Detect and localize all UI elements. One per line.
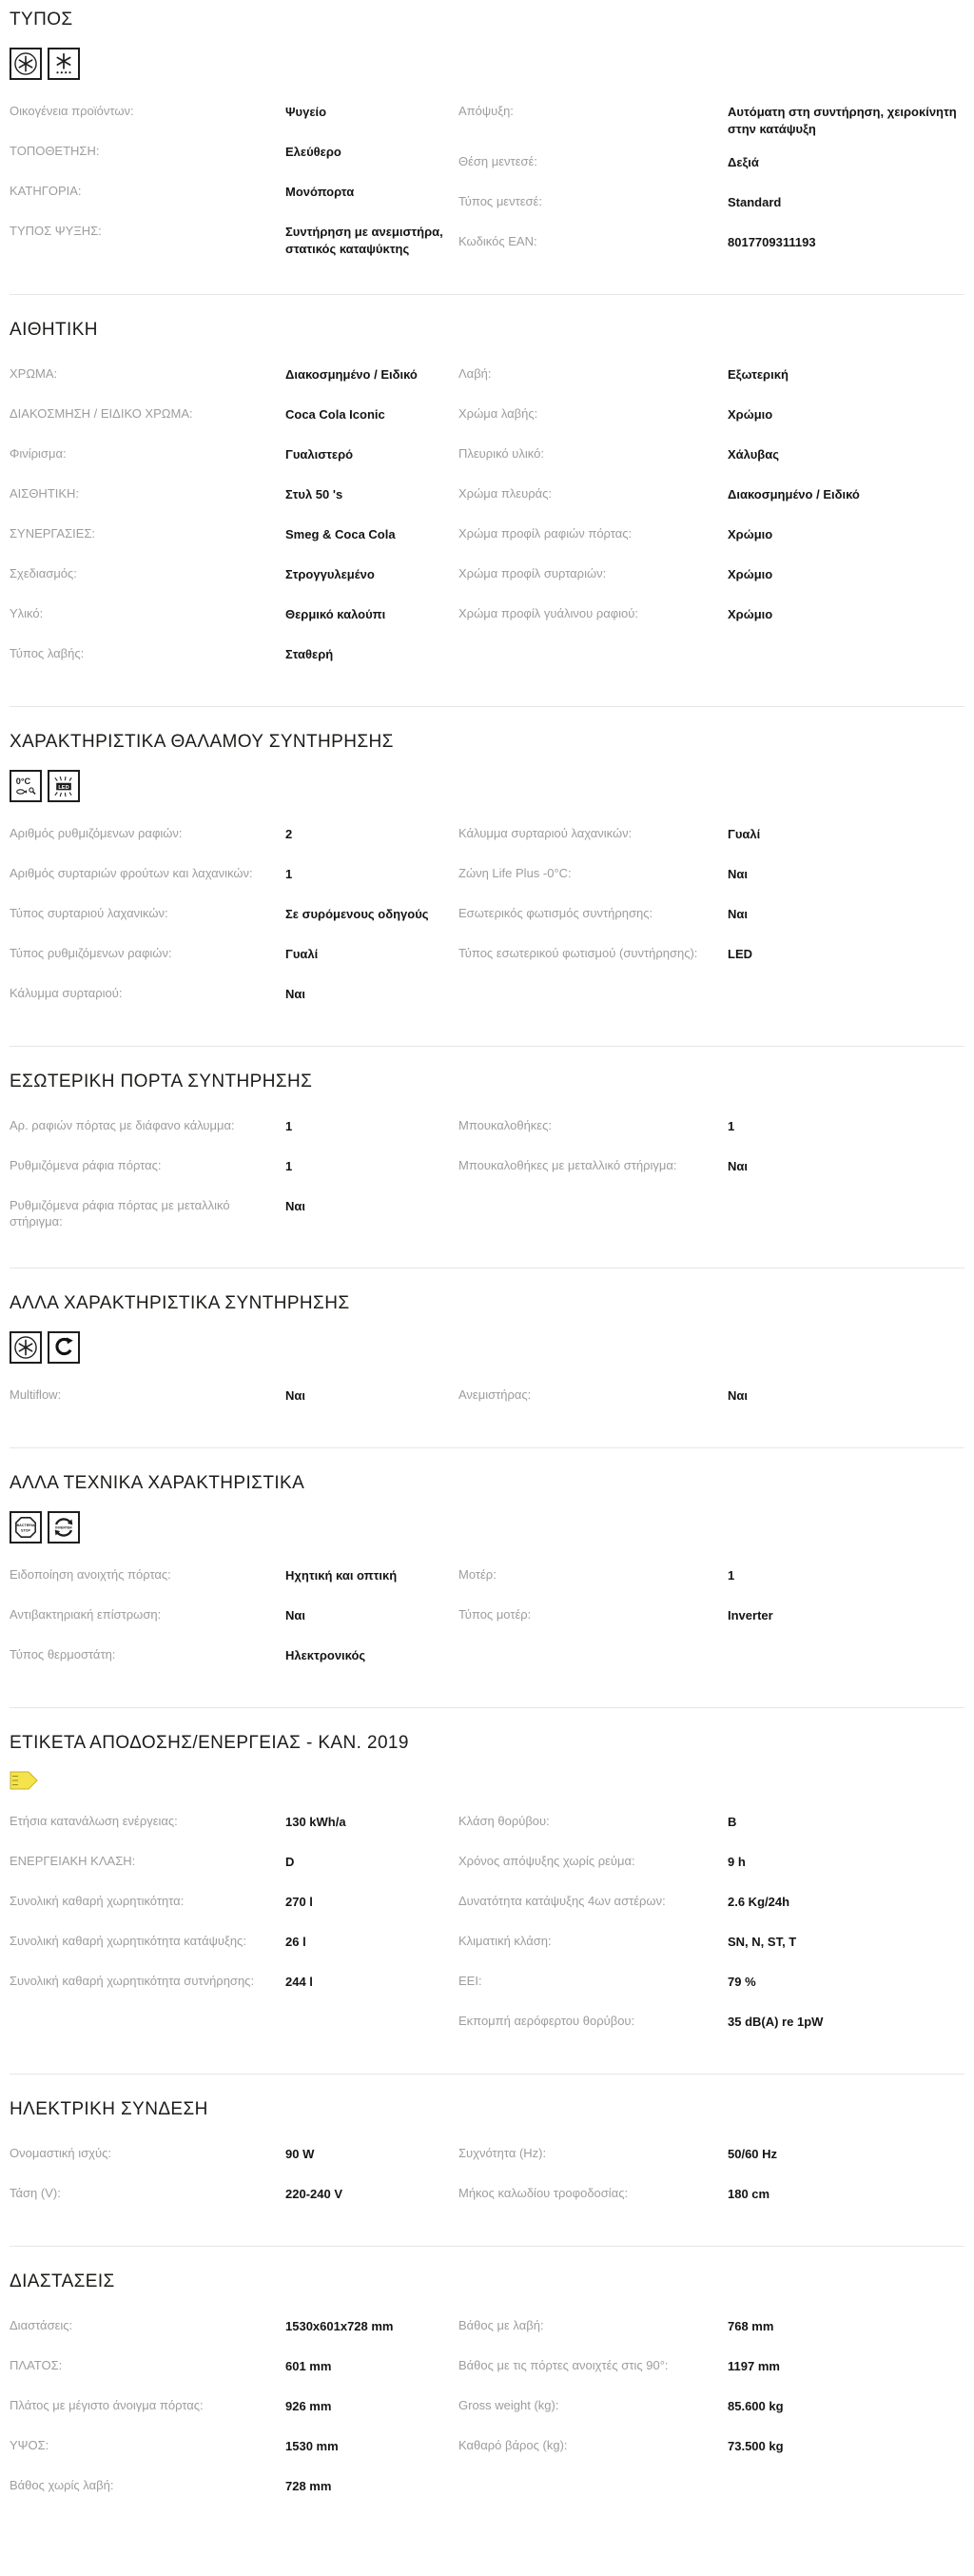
section-title: ΕΤΙΚΕΤΑ ΑΠΟΔΟΣΗΣ/ΕΝΕΡΓΕΙΑΣ - ΚΑΝ. 2019 xyxy=(10,1732,409,1753)
spec-row xyxy=(10,558,449,598)
spec-value: 728 mm xyxy=(285,2478,332,2493)
spec-row xyxy=(458,857,964,897)
section-columns xyxy=(10,1805,964,2045)
spec-label: Απόψυξη: xyxy=(458,104,514,118)
spec-row xyxy=(10,1639,449,1679)
spec-row xyxy=(458,226,964,265)
spec-section xyxy=(10,1447,964,1707)
spec-row xyxy=(458,1599,964,1639)
spec-label: EEI: xyxy=(458,1973,482,1988)
led-light-icon xyxy=(48,770,80,802)
spec-row xyxy=(10,438,449,478)
spec-value: Ναι xyxy=(728,1387,748,1403)
spec-label: Τύπος μεντεσέ: xyxy=(458,194,542,209)
spec-label: ΣΥΝΕΡΓΑΣΙΕΣ: xyxy=(10,526,96,541)
spec-label: Κωδικός EAN: xyxy=(458,234,537,249)
spec-row xyxy=(458,2005,964,2045)
spec-row xyxy=(458,1965,964,2005)
spec-value: 1 xyxy=(285,1159,293,1174)
spec-row xyxy=(10,598,449,638)
spec-row xyxy=(10,478,449,518)
spec-value: SN, N, ST, T xyxy=(728,1934,797,1949)
spec-label: Μπουκαλοθήκες με μεταλλικό στήριγμα: xyxy=(458,1158,677,1173)
spec-value: Θερμικό καλούπι xyxy=(285,607,386,622)
spec-value: Ηλεκτρονικός xyxy=(285,1647,366,1662)
spec-value: 2.6 Kg/24h xyxy=(728,1894,790,1909)
spec-row xyxy=(458,146,964,186)
spec-value: 73.500 kg xyxy=(728,2438,784,2453)
spec-row xyxy=(10,215,449,265)
spec-row xyxy=(458,358,964,398)
spec-value: 1197 mm xyxy=(728,2358,780,2373)
spec-value: Ελεύθερο xyxy=(285,145,341,159)
spec-value: Ναι xyxy=(728,867,748,882)
spec-value: 1 xyxy=(285,1119,293,1134)
spec-label: Ονομαστική ισχύς: xyxy=(10,2145,111,2160)
spec-value: Standard xyxy=(728,195,782,210)
section-title: ΑΛΛΑ ΧΑΡΑΚΤΗΡΙΣΤΙΚΑ ΣΥΝΤΗΡΗΣΗΣ xyxy=(10,1292,350,1313)
spec-label: Σχεδιασμός: xyxy=(10,566,77,581)
spec-value: Στρογγυλεμένο xyxy=(285,567,375,582)
spec-label: Αριθμός ρυθμιζόμενων ραφιών: xyxy=(10,826,183,841)
spec-row xyxy=(10,638,449,678)
spec-row xyxy=(10,2350,449,2389)
spec-label: Οικογένεια προϊόντων: xyxy=(10,104,134,118)
spec-row xyxy=(10,518,449,558)
spec-value: Ψυγείο xyxy=(285,105,327,119)
spec-row xyxy=(458,518,964,558)
spec-label: ΤΟΠΟΘΕΤΗΣΗ: xyxy=(10,144,100,158)
spec-value: Γυαλιστερό xyxy=(285,447,354,462)
spec-value: Inverter xyxy=(728,1607,773,1622)
fan-cooled-snowflake-icon xyxy=(10,48,42,80)
spec-row xyxy=(10,1599,449,1639)
spec-label: Ρυθμιζόμενα ράφια πόρτας με μεταλλικό στήριγμα: xyxy=(10,1198,230,1229)
spec-value: 79 % xyxy=(728,1974,756,1989)
spec-label: Μπουκαλοθήκες: xyxy=(458,1118,552,1133)
section-icon-row xyxy=(10,1331,964,1364)
svg-text:BACTERIA: BACTERIA xyxy=(16,1524,35,1528)
spec-row xyxy=(458,2310,964,2350)
spec-label: Τύπος ρυθμιζόμενων ραφιών: xyxy=(10,946,172,961)
spec-section xyxy=(10,706,964,1046)
spec-label: Υλικό: xyxy=(10,606,44,621)
spec-section xyxy=(10,2246,964,2538)
spec-label: Τάση (V): xyxy=(10,2185,61,2200)
spec-label: Εκπομπή αερόφερτου θορύβου: xyxy=(458,2013,635,2028)
spec-value: Διακοσμημένο / Ειδικό xyxy=(728,487,860,502)
spec-label: Πλάτος με μέγιστο άνοιγμα πόρτας: xyxy=(10,2397,204,2412)
spec-row xyxy=(458,558,964,598)
section-title: ΑΛΛΑ ΤΕΧΝΙΚΑ ΧΑΡΑΚΤΗΡΙΣΤΙΚΑ xyxy=(10,1472,305,1493)
section-columns xyxy=(10,2310,964,2509)
spec-row xyxy=(10,1559,449,1599)
spec-row xyxy=(458,1110,964,1150)
spec-row xyxy=(458,2350,964,2389)
spec-row xyxy=(10,175,449,215)
spec-value: Σε συρόμενους οδηγούς xyxy=(285,907,429,922)
spec-label: Αντιβακτηριακή επίστρωση: xyxy=(10,1606,162,1622)
spec-row xyxy=(10,2177,449,2217)
spec-row xyxy=(10,817,449,857)
spec-section xyxy=(10,2074,964,2246)
spec-column-right xyxy=(449,1379,964,1419)
spec-value: 9 h xyxy=(728,1854,746,1869)
spec-column-left xyxy=(10,358,449,678)
spec-column-right xyxy=(449,2137,964,2217)
spec-label: Χρώμα προφίλ συρταριών: xyxy=(458,566,607,581)
spec-label: ΚΑΤΗΓΟΡΙΑ: xyxy=(10,184,82,198)
spec-value: 220-240 V xyxy=(285,2186,342,2201)
spec-label: Ανεμιστήρας: xyxy=(458,1386,532,1402)
spec-value: 35 dB(A) re 1pW xyxy=(728,2014,824,2029)
spec-row xyxy=(458,2177,964,2217)
spec-row xyxy=(10,2310,449,2350)
spec-column-right xyxy=(449,1559,964,1639)
spec-value: 2 xyxy=(285,827,293,842)
spec-label: Τύπος εσωτερικού φωτισμού (συντήρησης): xyxy=(458,946,698,961)
spec-value: 85.600 kg xyxy=(728,2398,784,2413)
section-columns xyxy=(10,358,964,678)
spec-row xyxy=(458,438,964,478)
spec-row xyxy=(10,1110,449,1150)
spec-label: Συνολική καθαρή χωρητικότητα συτνήρησης: xyxy=(10,1973,255,1988)
spec-label: Θέση μεντεσέ: xyxy=(458,154,537,169)
spec-row xyxy=(10,398,449,438)
spec-row xyxy=(10,1925,449,1965)
spec-label: Μήκος καλωδίου τροφοδοσίας: xyxy=(458,2185,629,2200)
fan-cycle-arrow-icon xyxy=(48,1331,80,1364)
spec-row xyxy=(458,1845,964,1885)
spec-value: Smeg & Coca Cola xyxy=(285,527,396,542)
spec-section xyxy=(10,8,964,294)
spec-row xyxy=(458,2429,964,2469)
spec-label: Κάλυμμα συρταριού λαχανικών: xyxy=(458,826,633,841)
spec-row xyxy=(10,135,449,175)
spec-column-right xyxy=(449,95,964,265)
section-columns xyxy=(10,817,964,1017)
spec-row xyxy=(458,897,964,937)
spec-row xyxy=(458,1925,964,1965)
spec-label: Χρώμα λαβής: xyxy=(458,406,538,422)
svg-text:INVERTER: INVERTER xyxy=(55,1525,72,1530)
spec-value: Συντήρηση με ανεμιστήρα, στατικός καταψύκτης xyxy=(285,225,443,256)
spec-row xyxy=(458,186,964,226)
spec-label: Χρώμα πλευράς: xyxy=(458,486,552,501)
spec-row xyxy=(458,1379,964,1419)
section-title: ΕΣΩΤΕΡΙΚΗ ΠΟΡΤΑ ΣΥΝΤΗΡΗΣΗΣ xyxy=(10,1072,313,1092)
spec-label: Λαβή: xyxy=(458,366,492,382)
spec-row xyxy=(10,857,449,897)
spec-label: Χρώμα προφίλ ραφιών πόρτας: xyxy=(458,526,633,541)
section-columns xyxy=(10,1559,964,1679)
spec-value: 90 W xyxy=(285,2146,315,2161)
spec-value: 926 mm xyxy=(285,2398,332,2413)
spec-row xyxy=(458,1885,964,1925)
spec-label: ΔΙΑΚΟΣΜΗΣΗ / ΕΙΔΙΚΟ ΧΡΩΜΑ: xyxy=(10,406,193,422)
spec-row xyxy=(458,1150,964,1190)
spec-value: 601 mm xyxy=(285,2358,332,2373)
spec-column-left xyxy=(10,1110,449,1239)
spec-label: Φινίρισμα: xyxy=(10,446,67,462)
spec-section xyxy=(10,294,964,706)
spec-column-right xyxy=(449,1110,964,1190)
spec-value: Διακοσμημένο / Ειδικό xyxy=(285,367,418,383)
bacteria-stop-icon xyxy=(10,1511,42,1544)
spec-row xyxy=(10,1150,449,1190)
spec-row xyxy=(10,1845,449,1885)
spec-row xyxy=(10,1190,449,1239)
spec-label: Κλάση θορύβου: xyxy=(458,1813,550,1828)
spec-value: Σταθερή xyxy=(285,647,334,662)
spec-value: 130 kWh/a xyxy=(285,1814,346,1829)
spec-column-left xyxy=(10,95,449,265)
spec-row xyxy=(10,2429,449,2469)
spec-row xyxy=(10,1965,449,2005)
svg-text:STOP: STOP xyxy=(21,1528,30,1533)
spec-value: Μονόπορτα xyxy=(285,185,355,199)
spec-label: Αρ. ραφιών πόρτας με διάφανο κάλυμμα: xyxy=(10,1118,235,1133)
spec-label: Κάλυμμα συρταριού: xyxy=(10,986,123,1001)
spec-label: Χρώμα προφίλ γυάλινου ραφιού: xyxy=(458,606,639,621)
spec-value: B xyxy=(728,1814,737,1829)
spec-label: Τύπος μοτέρ: xyxy=(458,1606,532,1622)
spec-row xyxy=(10,2389,449,2429)
spec-value: Ηχητική και οπτική xyxy=(285,1567,398,1583)
spec-label: ΕΝΕΡΓΕΙΑΚΗ ΚΛΑΣΗ: xyxy=(10,1853,136,1868)
spec-label: Καθαρό βάρος (kg): xyxy=(458,2437,568,2452)
spec-label: Βάθος με λαβή: xyxy=(458,2317,544,2332)
spec-value: 1530x601x728 mm xyxy=(285,2318,394,2333)
section-title: ΔΙΑΣΤΑΣΕΙΣ xyxy=(10,2271,115,2291)
spec-value: 1 xyxy=(728,1567,735,1583)
spec-value: D xyxy=(285,1854,295,1869)
spec-value: Ναι xyxy=(285,1607,305,1622)
spec-value: Χρώμιο xyxy=(728,567,773,582)
section-columns xyxy=(10,95,964,265)
spec-label: Διαστάσεις: xyxy=(10,2317,73,2332)
multiflow-snowflake-icon xyxy=(10,1331,42,1364)
spec-label: Χρόνος απόψυξης χωρίς ρεύμα: xyxy=(458,1853,635,1868)
spec-label: Συνολική καθαρή χωρητικότητα κατάψυξης: xyxy=(10,1933,246,1948)
spec-value: 1530 mm xyxy=(285,2438,339,2453)
spec-value: Ναι xyxy=(285,1199,305,1214)
spec-row xyxy=(10,937,449,977)
spec-value: 1 xyxy=(285,867,293,882)
section-title: ΤΥΠΟΣ xyxy=(10,10,73,29)
spec-column-left xyxy=(10,1379,449,1419)
spec-value: Ναι xyxy=(728,907,748,922)
section-icon-row xyxy=(10,48,964,80)
spec-value: 180 cm xyxy=(728,2186,770,2201)
spec-row xyxy=(458,95,964,146)
spec-label: Εσωτερικός φωτισμός συντήρησης: xyxy=(458,906,653,921)
spec-row xyxy=(458,478,964,518)
spec-value: Χρώμιο xyxy=(728,607,773,622)
spec-label: Δυνατότητα κατάψυξης 4ων αστέρων: xyxy=(458,1893,666,1908)
spec-value: 270 l xyxy=(285,1894,313,1909)
svg-text:LED: LED xyxy=(58,784,69,791)
section-columns xyxy=(10,2137,964,2217)
spec-value: 50/60 Hz xyxy=(728,2146,778,2161)
spec-value: 8017709311193 xyxy=(728,235,816,250)
spec-value: Χρώμιο xyxy=(728,527,773,542)
spec-label: ΧΡΩΜΑ: xyxy=(10,366,58,382)
spec-label: ΑΙΣΘΗΤΙΚΗ: xyxy=(10,486,80,501)
spec-row xyxy=(458,2137,964,2177)
spec-row xyxy=(10,977,449,1017)
spec-row xyxy=(10,897,449,937)
spec-row xyxy=(10,1805,449,1845)
svg-text:0°C: 0°C xyxy=(15,776,31,786)
spec-label: Τύπος συρταριού λαχανικών: xyxy=(10,906,168,921)
static-freezer-snowflake-icon xyxy=(48,48,80,80)
spec-row xyxy=(458,398,964,438)
spec-value: Γυαλί xyxy=(728,827,761,842)
spec-label: Βάθος με τις πόρτες ανοιχτές στις 90°: xyxy=(458,2357,669,2372)
spec-label: Ρυθμιζόμενα ράφια πόρτας: xyxy=(10,1158,162,1173)
spec-value: 1 xyxy=(728,1119,735,1134)
spec-label: Gross weight (kg): xyxy=(458,2397,559,2412)
energy-label-icon xyxy=(10,1771,38,1790)
spec-label: Ειδοποίηση ανοιχτής πόρτας: xyxy=(10,1566,171,1582)
spec-value: Εξωτερική xyxy=(728,367,789,383)
spec-row xyxy=(10,1379,449,1419)
spec-label: Κλιματική κλάση: xyxy=(458,1933,552,1948)
spec-row xyxy=(10,95,449,135)
spec-row xyxy=(10,358,449,398)
spec-label: Multiflow: xyxy=(10,1386,62,1402)
section-title: ΑΙΘΗΤΙΚΗ xyxy=(10,320,98,341)
section-icon-row xyxy=(10,770,964,802)
spec-column-right xyxy=(449,2310,964,2469)
spec-column-left xyxy=(10,1805,449,2005)
spec-value: LED xyxy=(728,947,752,962)
zero-degree-zone-icon xyxy=(10,770,42,802)
spec-label: ΠΛΑΤΟΣ: xyxy=(10,2357,63,2372)
spec-value: Χρώμιο xyxy=(728,407,773,423)
inverter-motor-icon xyxy=(48,1511,80,1544)
spec-value: Γυαλί xyxy=(285,947,319,962)
spec-label: Ετήσια κατανάλωση ενέργειας: xyxy=(10,1813,178,1828)
spec-value: 244 l xyxy=(285,1974,313,1989)
spec-column-left xyxy=(10,1559,449,1679)
spec-section xyxy=(10,1268,964,1447)
spec-column-left xyxy=(10,817,449,1017)
spec-value: Δεξιά xyxy=(728,155,759,170)
section-title: ΗΛΕΚΤΡΙΚΗ ΣΥΝΔΕΣΗ xyxy=(10,2098,208,2119)
spec-column-left xyxy=(10,2137,449,2217)
spec-label: Βάθος χωρίς λαβή: xyxy=(10,2477,114,2492)
spec-row xyxy=(458,1559,964,1599)
spec-row xyxy=(10,2137,449,2177)
section-icon-row xyxy=(10,1771,964,1790)
spec-value: Coca Cola Iconic xyxy=(285,407,385,423)
spec-row xyxy=(458,2389,964,2429)
spec-column-right xyxy=(449,358,964,638)
spec-value: Στυλ 50 's xyxy=(285,487,343,502)
spec-row xyxy=(458,817,964,857)
spec-row xyxy=(458,937,964,977)
spec-label: ΥΨΟΣ: xyxy=(10,2437,49,2452)
section-columns xyxy=(10,1110,964,1239)
spec-label: Συχνότητα (Hz): xyxy=(458,2145,547,2160)
spec-row xyxy=(458,598,964,638)
section-columns xyxy=(10,1379,964,1419)
spec-value: Αυτόματη στη συντήρηση, χειροκίνητη στην κατάψυξη xyxy=(728,105,957,136)
spec-value: Ναι xyxy=(285,987,305,1002)
spec-column-right xyxy=(449,817,964,977)
spec-label: Πλευρικό υλικό: xyxy=(458,446,544,462)
spec-value: Ναι xyxy=(285,1387,305,1403)
spec-label: Μοτέρ: xyxy=(458,1566,497,1582)
section-title: ΧΑΡΑΚΤΗΡΙΣΤΙΚΑ ΘΑΛΑΜΟΥ ΣΥΝΤΗΡΗΣΗΣ xyxy=(10,732,394,753)
spec-label: Αριθμός συρταριών φρούτων και λαχανικών: xyxy=(10,866,253,881)
spec-row xyxy=(10,1885,449,1925)
spec-value: 768 mm xyxy=(728,2318,774,2333)
spec-section xyxy=(10,1707,964,2074)
spec-label: Τύπος λαβής: xyxy=(10,646,85,661)
spec-row xyxy=(10,2469,449,2509)
spec-label: Συνολική καθαρή χωρητικότητα: xyxy=(10,1893,185,1908)
spec-row xyxy=(458,1805,964,1845)
spec-column-left xyxy=(10,2310,449,2509)
spec-value: 26 l xyxy=(285,1934,306,1949)
spec-label: ΤΥΠΟΣ ΨΥΞΗΣ: xyxy=(10,224,102,238)
section-icon-row xyxy=(10,1511,964,1544)
spec-value: Χάλυβας xyxy=(728,447,779,462)
spec-section xyxy=(10,1046,964,1268)
spec-label: Ζώνη Life Plus -0°C: xyxy=(458,866,572,881)
spec-label: Τύπος θερμοστάτη: xyxy=(10,1646,116,1662)
spec-value: Ναι xyxy=(728,1159,748,1174)
spec-column-right xyxy=(449,1805,964,2045)
